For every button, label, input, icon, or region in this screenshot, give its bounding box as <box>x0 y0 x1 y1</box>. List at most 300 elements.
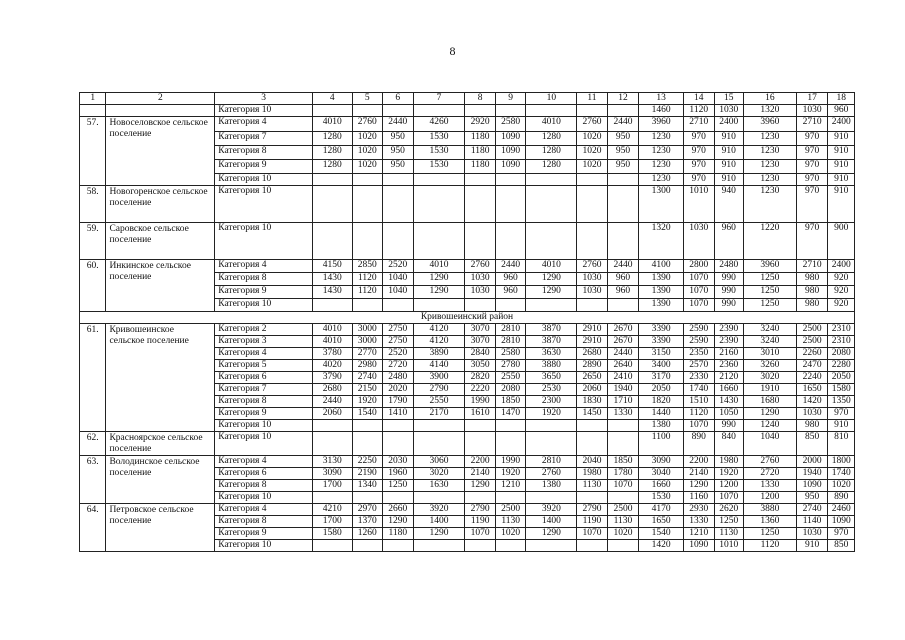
value-cell: 1070 <box>684 420 715 432</box>
value-cell <box>352 432 383 456</box>
header-cell: 5 <box>352 93 383 105</box>
value-cell: 1850 <box>495 396 526 408</box>
value-cell: 1780 <box>607 468 639 480</box>
category-cell: Категория 4 <box>215 117 313 132</box>
settlement-number: 62. <box>80 432 106 456</box>
value-cell: 960 <box>607 273 639 286</box>
value-cell: 2200 <box>465 456 496 468</box>
value-cell: 960 <box>714 223 743 260</box>
settlement-number: 64. <box>80 504 106 552</box>
value-cell: 1290 <box>413 273 465 286</box>
value-cell: 1290 <box>526 528 577 540</box>
value-cell: 1260 <box>352 528 383 540</box>
value-cell <box>413 105 465 117</box>
value-cell: 1230 <box>743 186 796 223</box>
value-cell: 3020 <box>743 372 796 384</box>
category-cell: Категория 4 <box>215 348 313 360</box>
value-cell: 1910 <box>743 384 796 396</box>
value-cell <box>312 492 352 504</box>
category-cell: Категория 4 <box>215 504 313 516</box>
value-cell: 4150 <box>312 260 352 273</box>
value-cell: 1040 <box>743 432 796 456</box>
value-cell: 3000 <box>352 336 383 348</box>
value-cell: 970 <box>684 132 715 146</box>
value-cell: 990 <box>714 420 743 432</box>
value-cell: 1010 <box>684 186 715 223</box>
value-cell <box>352 299 383 312</box>
value-cell: 2140 <box>465 468 496 480</box>
value-cell: 2910 <box>577 336 608 348</box>
value-cell: 1630 <box>413 480 465 492</box>
value-cell: 1330 <box>684 516 715 528</box>
value-cell <box>312 420 352 432</box>
value-cell <box>465 186 496 223</box>
value-cell <box>495 223 526 260</box>
category-cell: Категория 3 <box>215 336 313 348</box>
value-cell: 970 <box>828 528 855 540</box>
settlement-name: Красноярское сельское поселение <box>106 432 215 456</box>
header-cell: 14 <box>684 93 715 105</box>
value-cell: 3390 <box>639 336 684 348</box>
value-cell: 2060 <box>577 384 608 396</box>
value-cell: 960 <box>828 105 855 117</box>
value-cell: 2520 <box>383 260 414 273</box>
value-cell: 1980 <box>714 456 743 468</box>
value-cell: 2740 <box>796 504 828 516</box>
value-cell: 2750 <box>383 336 414 348</box>
value-cell: 1280 <box>312 160 352 174</box>
value-cell: 2440 <box>607 117 639 132</box>
value-cell: 2800 <box>684 260 715 273</box>
value-cell <box>413 420 465 432</box>
value-cell: 2790 <box>413 384 465 396</box>
value-cell: 2750 <box>383 324 414 336</box>
value-cell: 2260 <box>796 348 828 360</box>
value-cell: 2820 <box>465 372 496 384</box>
value-cell: 1090 <box>796 480 828 492</box>
category-cell: Категория 10 <box>215 420 313 432</box>
category-cell: Категория 4 <box>215 260 313 273</box>
value-cell: 1190 <box>577 516 608 528</box>
value-cell: 1440 <box>639 408 684 420</box>
value-cell: 2050 <box>828 372 855 384</box>
value-cell: 950 <box>383 160 414 174</box>
value-cell: 3130 <box>312 456 352 468</box>
value-cell <box>577 105 608 117</box>
value-cell: 3090 <box>312 468 352 480</box>
value-cell: 4170 <box>639 504 684 516</box>
value-cell: 970 <box>796 132 828 146</box>
value-cell: 2030 <box>383 456 414 468</box>
value-cell: 1180 <box>465 160 496 174</box>
value-cell: 1070 <box>465 528 496 540</box>
value-cell: 2040 <box>577 456 608 468</box>
value-cell: 1650 <box>639 516 684 528</box>
value-cell: 2250 <box>352 456 383 468</box>
value-cell: 1290 <box>465 480 496 492</box>
value-cell: 1030 <box>796 105 828 117</box>
category-cell: Категория 7 <box>215 384 313 396</box>
value-cell: 960 <box>495 286 526 299</box>
value-cell <box>526 105 577 117</box>
value-cell: 1530 <box>413 132 465 146</box>
value-cell: 3090 <box>639 456 684 468</box>
value-cell: 1030 <box>577 273 608 286</box>
settlement-number: 57. <box>80 117 106 186</box>
value-cell: 2930 <box>684 504 715 516</box>
value-cell: 970 <box>796 223 828 260</box>
value-cell: 970 <box>796 174 828 186</box>
value-cell: 2470 <box>796 360 828 372</box>
value-cell: 3040 <box>639 468 684 480</box>
value-cell: 3960 <box>743 260 796 273</box>
value-cell: 2410 <box>607 372 639 384</box>
value-cell: 2840 <box>465 348 496 360</box>
value-cell <box>383 420 414 432</box>
value-cell: 3920 <box>413 504 465 516</box>
value-cell: 1980 <box>577 468 608 480</box>
value-cell: 1090 <box>495 132 526 146</box>
value-cell: 1180 <box>383 528 414 540</box>
value-cell: 3260 <box>743 360 796 372</box>
value-cell: 1920 <box>352 396 383 408</box>
value-cell: 2500 <box>607 504 639 516</box>
settlement-name: Новоселовское сельское поселение <box>106 117 215 186</box>
page-number: 8 <box>449 44 456 58</box>
value-cell: 1070 <box>607 480 639 492</box>
category-cell: Категория 10 <box>215 186 313 223</box>
table-row <box>80 186 855 223</box>
value-cell <box>383 174 414 186</box>
value-cell: 2440 <box>495 260 526 273</box>
value-cell: 1450 <box>577 408 608 420</box>
value-cell: 1430 <box>312 273 352 286</box>
value-cell: 2680 <box>577 348 608 360</box>
value-cell: 840 <box>714 432 743 456</box>
header-cell: 9 <box>495 93 526 105</box>
value-cell <box>577 223 608 260</box>
value-cell <box>312 174 352 186</box>
value-cell: 1530 <box>413 146 465 160</box>
value-cell: 1120 <box>743 540 796 552</box>
value-cell: 4010 <box>312 117 352 132</box>
value-cell: 3780 <box>312 348 352 360</box>
value-cell: 3960 <box>639 117 684 132</box>
value-cell: 1920 <box>495 468 526 480</box>
value-cell: 1030 <box>714 105 743 117</box>
value-cell: 1680 <box>743 396 796 408</box>
value-cell: 890 <box>684 432 715 456</box>
value-cell <box>607 432 639 456</box>
value-cell: 1250 <box>743 299 796 312</box>
value-cell: 1030 <box>796 528 828 540</box>
category-cell: Категория 6 <box>215 468 313 480</box>
value-cell: 1430 <box>714 396 743 408</box>
value-cell: 1990 <box>465 396 496 408</box>
settlement-number <box>80 105 106 117</box>
value-cell: 1020 <box>352 146 383 160</box>
category-cell: Категория 10 <box>215 174 313 186</box>
value-cell: 1250 <box>743 273 796 286</box>
value-cell <box>526 223 577 260</box>
value-cell: 3400 <box>639 360 684 372</box>
value-cell: 3650 <box>526 372 577 384</box>
value-cell <box>495 432 526 456</box>
value-cell: 970 <box>684 174 715 186</box>
value-cell: 970 <box>684 146 715 160</box>
value-cell <box>465 105 496 117</box>
value-cell: 1190 <box>465 516 496 528</box>
value-cell: 1040 <box>383 286 414 299</box>
value-cell: 1030 <box>684 223 715 260</box>
header-cell: 6 <box>383 93 414 105</box>
value-cell: 2390 <box>714 336 743 348</box>
value-cell: 1510 <box>684 396 715 408</box>
value-cell <box>495 105 526 117</box>
value-cell: 2980 <box>352 360 383 372</box>
value-cell: 2280 <box>828 360 855 372</box>
table-row <box>80 504 855 516</box>
value-cell: 1220 <box>743 223 796 260</box>
value-cell: 950 <box>796 492 828 504</box>
header-cell: 4 <box>312 93 352 105</box>
header-cell: 3 <box>215 93 313 105</box>
value-cell: 1380 <box>639 420 684 432</box>
value-cell <box>383 105 414 117</box>
value-cell: 1290 <box>526 286 577 299</box>
value-cell: 2140 <box>684 468 715 480</box>
value-cell: 1010 <box>714 540 743 552</box>
value-cell: 2710 <box>796 117 828 132</box>
value-cell: 1580 <box>828 384 855 396</box>
value-cell: 990 <box>714 286 743 299</box>
value-cell: 2480 <box>383 372 414 384</box>
value-cell: 2680 <box>312 384 352 396</box>
value-cell: 1370 <box>352 516 383 528</box>
value-cell <box>526 492 577 504</box>
value-cell: 1020 <box>495 528 526 540</box>
value-cell <box>526 299 577 312</box>
value-cell: 970 <box>796 146 828 160</box>
value-cell: 1030 <box>796 408 828 420</box>
value-cell: 1230 <box>743 146 796 160</box>
value-cell: 970 <box>828 408 855 420</box>
value-cell: 2650 <box>577 372 608 384</box>
value-cell: 4100 <box>639 260 684 273</box>
value-cell: 2310 <box>828 324 855 336</box>
value-cell <box>607 174 639 186</box>
value-cell: 980 <box>796 273 828 286</box>
value-cell: 980 <box>796 299 828 312</box>
value-cell: 1290 <box>743 408 796 420</box>
value-cell: 910 <box>714 146 743 160</box>
category-cell: Категория 8 <box>215 480 313 492</box>
settlement-number: 58. <box>80 186 106 223</box>
value-cell <box>352 540 383 552</box>
value-cell: 1650 <box>796 384 828 396</box>
value-cell: 910 <box>828 132 855 146</box>
value-cell: 3890 <box>413 348 465 360</box>
value-cell: 4010 <box>312 336 352 348</box>
value-cell <box>352 105 383 117</box>
value-cell: 980 <box>796 286 828 299</box>
category-cell: Категория 5 <box>215 360 313 372</box>
value-cell <box>465 492 496 504</box>
value-cell: 2670 <box>607 324 639 336</box>
category-cell: Категория 10 <box>215 492 313 504</box>
value-cell: 2760 <box>526 468 577 480</box>
value-cell: 3010 <box>743 348 796 360</box>
header-cell: 13 <box>639 93 684 105</box>
value-cell: 1070 <box>714 492 743 504</box>
value-cell: 2550 <box>413 396 465 408</box>
value-cell <box>413 540 465 552</box>
category-cell: Категория 10 <box>215 105 313 117</box>
value-cell: 3170 <box>639 372 684 384</box>
value-cell: 940 <box>714 186 743 223</box>
value-cell: 1280 <box>312 132 352 146</box>
value-cell <box>495 174 526 186</box>
value-cell: 1920 <box>526 408 577 420</box>
value-cell: 2810 <box>495 324 526 336</box>
value-cell: 2240 <box>796 372 828 384</box>
value-cell: 1090 <box>495 146 526 160</box>
value-cell <box>495 540 526 552</box>
value-cell: 920 <box>828 299 855 312</box>
value-cell: 910 <box>828 174 855 186</box>
value-cell: 4010 <box>413 260 465 273</box>
value-cell: 1390 <box>639 286 684 299</box>
value-cell: 1030 <box>577 286 608 299</box>
value-cell: 1420 <box>796 396 828 408</box>
value-cell: 4120 <box>413 324 465 336</box>
value-cell: 910 <box>714 132 743 146</box>
value-cell: 1380 <box>526 480 577 492</box>
value-cell: 1030 <box>465 273 496 286</box>
value-cell <box>312 299 352 312</box>
value-cell <box>312 540 352 552</box>
value-cell: 1320 <box>743 105 796 117</box>
settlement-name: Кривошеинское сельское поселение <box>106 324 215 432</box>
value-cell: 2160 <box>714 348 743 360</box>
value-cell: 1660 <box>639 480 684 492</box>
value-cell <box>465 540 496 552</box>
category-cell: Категория 10 <box>215 432 313 456</box>
value-cell: 1210 <box>495 480 526 492</box>
value-cell: 2220 <box>465 384 496 396</box>
value-cell: 2590 <box>684 324 715 336</box>
value-cell: 2360 <box>714 360 743 372</box>
value-cell: 1280 <box>526 132 577 146</box>
category-cell: Категория 9 <box>215 408 313 420</box>
value-cell: 1070 <box>684 273 715 286</box>
value-cell <box>312 105 352 117</box>
category-cell: Категория 6 <box>215 372 313 384</box>
value-cell: 1230 <box>639 174 684 186</box>
header-cell: 12 <box>607 93 639 105</box>
value-cell: 1400 <box>526 516 577 528</box>
header-cell: 2 <box>106 93 215 105</box>
value-cell <box>383 432 414 456</box>
value-cell: 910 <box>796 540 828 552</box>
value-cell: 1130 <box>577 480 608 492</box>
value-cell <box>413 492 465 504</box>
value-cell <box>413 223 465 260</box>
value-cell: 2400 <box>828 117 855 132</box>
category-cell: Категория 10 <box>215 540 313 552</box>
value-cell: 1130 <box>495 516 526 528</box>
value-cell <box>465 174 496 186</box>
value-cell: 1290 <box>684 480 715 492</box>
district-name: Кривошеинский район <box>80 312 855 324</box>
value-cell: 2590 <box>684 336 715 348</box>
value-cell: 1800 <box>828 456 855 468</box>
value-cell: 1250 <box>743 286 796 299</box>
settlement-number: 59. <box>80 223 106 260</box>
value-cell: 2850 <box>352 260 383 273</box>
value-cell <box>607 105 639 117</box>
table-row <box>80 324 855 336</box>
value-cell: 1940 <box>607 384 639 396</box>
table-row <box>80 117 855 132</box>
value-cell: 4010 <box>526 117 577 132</box>
value-cell: 1340 <box>352 480 383 492</box>
value-cell: 1230 <box>743 160 796 174</box>
category-cell: Категория 8 <box>215 146 313 160</box>
value-cell: 1160 <box>684 492 715 504</box>
district-row <box>80 312 855 324</box>
category-cell: Категория 9 <box>215 286 313 299</box>
value-cell: 910 <box>714 174 743 186</box>
value-cell: 970 <box>684 160 715 174</box>
settlement-name: Петровское сельское поселение <box>106 504 215 552</box>
value-cell: 1230 <box>639 146 684 160</box>
tariff-table <box>79 92 855 552</box>
table-row <box>80 456 855 468</box>
value-cell <box>352 186 383 223</box>
value-cell: 1740 <box>684 384 715 396</box>
settlement-number: 60. <box>80 260 106 312</box>
category-cell: Категория 10 <box>215 223 313 260</box>
value-cell: 2020 <box>383 384 414 396</box>
value-cell <box>495 420 526 432</box>
value-cell: 2620 <box>714 504 743 516</box>
value-cell: 1090 <box>828 516 855 528</box>
value-cell: 2760 <box>352 117 383 132</box>
value-cell: 1040 <box>383 273 414 286</box>
value-cell: 2440 <box>607 348 639 360</box>
value-cell <box>352 420 383 432</box>
value-cell: 2790 <box>465 504 496 516</box>
value-cell <box>607 299 639 312</box>
value-cell: 970 <box>796 160 828 174</box>
category-cell: Категория 7 <box>215 132 313 146</box>
value-cell <box>413 432 465 456</box>
settlement-number: 61. <box>80 324 106 432</box>
value-cell: 1740 <box>828 468 855 480</box>
value-cell: 1280 <box>312 146 352 160</box>
value-cell: 850 <box>796 432 828 456</box>
value-cell: 1990 <box>495 456 526 468</box>
value-cell <box>577 186 608 223</box>
value-cell: 1090 <box>684 540 715 552</box>
value-cell: 2580 <box>495 348 526 360</box>
value-cell: 4010 <box>526 260 577 273</box>
value-cell: 2080 <box>495 384 526 396</box>
value-cell: 890 <box>828 492 855 504</box>
value-cell: 3960 <box>743 117 796 132</box>
value-cell: 2760 <box>465 260 496 273</box>
